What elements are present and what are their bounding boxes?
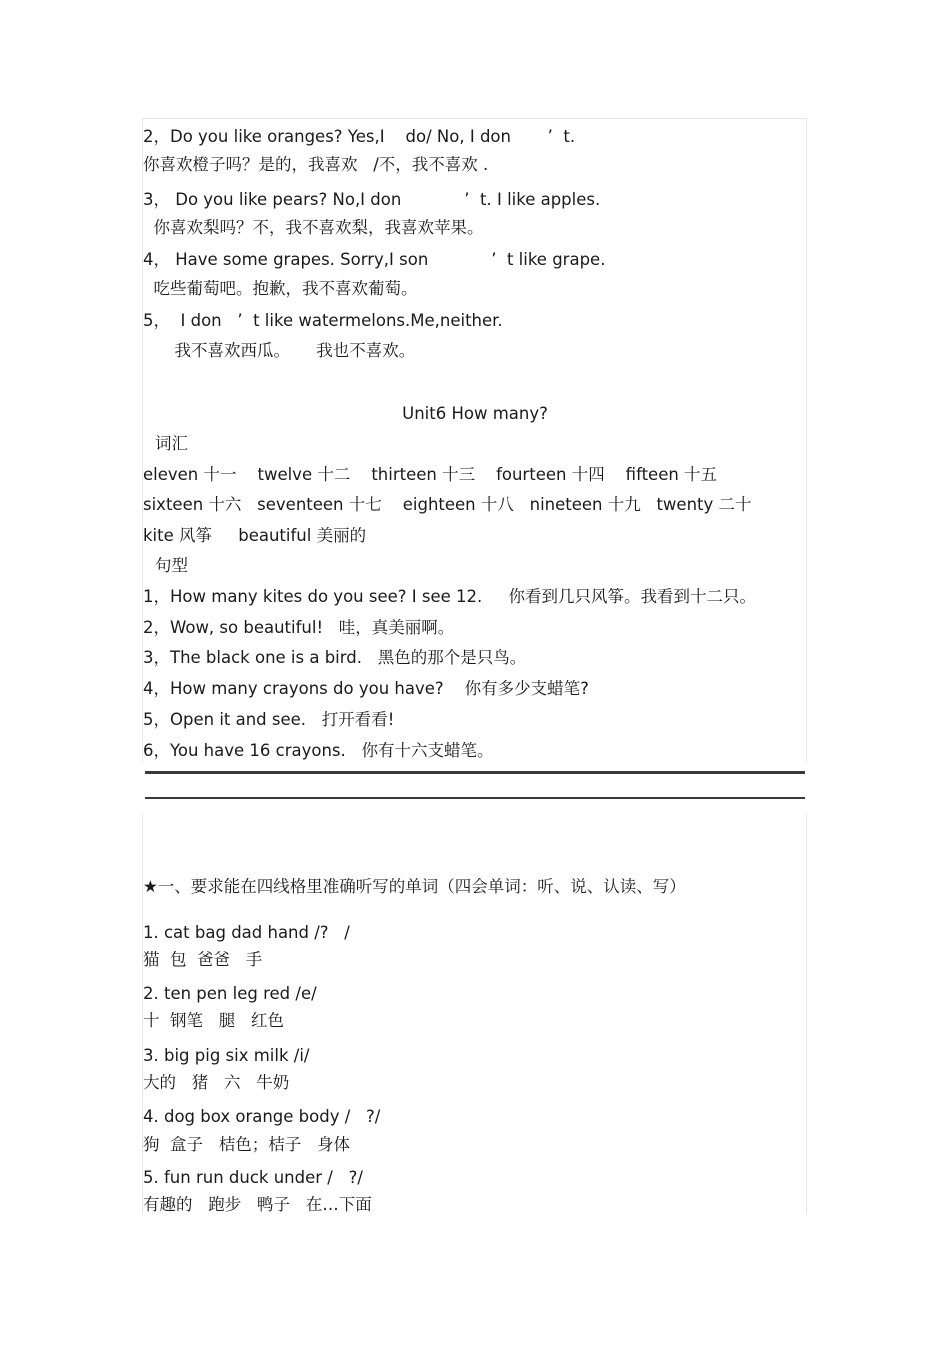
- dialogue-line-3: 3， Do you like pears? No,I don ’ t. I like apples.: [143, 190, 601, 209]
- word-group-1-en: 1. cat bag dad hand /? /: [143, 923, 350, 942]
- word-group-4-en: 4. dog box orange body / ?/: [143, 1107, 381, 1126]
- divider-thick: [145, 771, 805, 774]
- sentence-line-5: 5，Open it and see. 打开看看!: [143, 710, 395, 729]
- sentence-line-2: 2，Wow, so beautiful! 哇，真美丽啊。: [143, 618, 455, 637]
- dialogue-line-1: 2，Do you like oranges? Yes,I do/ No, I don ’ t.: [143, 127, 576, 146]
- sentence-line-4: 4，How many crayons do you have? 你有多少支蜡笔?: [143, 679, 589, 698]
- page-right-border-upper: [806, 118, 807, 763]
- vocab-line-3: kite 风筝 beautiful 美丽的: [143, 526, 367, 545]
- word-group-3-zh: 大的 猪 六 牛奶: [143, 1073, 290, 1092]
- word-group-5-en: 5. fun run duck under / ?/: [143, 1168, 363, 1187]
- dialogue-line-4: 你喜欢梨吗？不，我不喜欢梨，我喜欢苹果。: [143, 218, 484, 237]
- dialogue-line-6: 吃些葡萄吧。抱歉，我不喜欢葡萄。: [143, 279, 418, 298]
- word-group-1-zh: 猫 包 爸爸 手: [143, 950, 263, 969]
- sentence-line-3: 3，The black one is a bird. 黑色的那个是只鸟。: [143, 648, 527, 667]
- sentence-line-1: 1，How many kites do you see? I see 12. 你看到几只风筝。我看到十二只。: [143, 587, 756, 606]
- divider-thin: [145, 797, 805, 799]
- dialogue-line-7: 5， I don ’ t like watermelons.Me,neither.: [143, 311, 503, 330]
- page-top-border: [143, 118, 807, 119]
- sentence-heading: 句型: [155, 556, 188, 575]
- unit-title: Unit6 How many?: [402, 404, 548, 423]
- vocab-line-2: sixteen 十六 seventeen 十七 eighteen 十八 nineteen 十九 twenty 二十: [143, 495, 752, 514]
- vocab-heading: 词汇: [155, 434, 188, 453]
- dialogue-line-5: 4， Have some grapes. Sorry,I son ’ t like grape.: [143, 250, 606, 269]
- word-group-3-en: 3. big pig six milk /i/: [143, 1046, 310, 1065]
- vocab-line-1: eleven 十一 twelve 十二 thirteen 十三 fourteen 十四 fifteen 十五: [143, 465, 718, 484]
- section-heading: ★一、要求能在四线格里准确听写的单词（四会单词：听、说、认读、写）: [143, 877, 686, 896]
- word-group-2-zh: 十 钢笔 腿 红色: [143, 1011, 284, 1030]
- dialogue-line-2: 你喜欢橙子吗？是的，我喜欢 /不，我不喜欢 .: [143, 155, 489, 174]
- sentence-line-6: 6，You have 16 crayons. 你有十六支蜡笔。: [143, 741, 494, 760]
- word-group-2-en: 2. ten pen leg red /e/: [143, 984, 317, 1003]
- page-right-border-lower: [806, 814, 807, 1214]
- word-group-4-zh: 狗 盒子 桔色；桔子 身体: [143, 1135, 350, 1154]
- word-group-5-zh: 有趣的 跑步 鸭子 在…下面: [143, 1195, 372, 1214]
- dialogue-line-8: 我不喜欢西瓜。 我也不喜欢。: [143, 341, 416, 360]
